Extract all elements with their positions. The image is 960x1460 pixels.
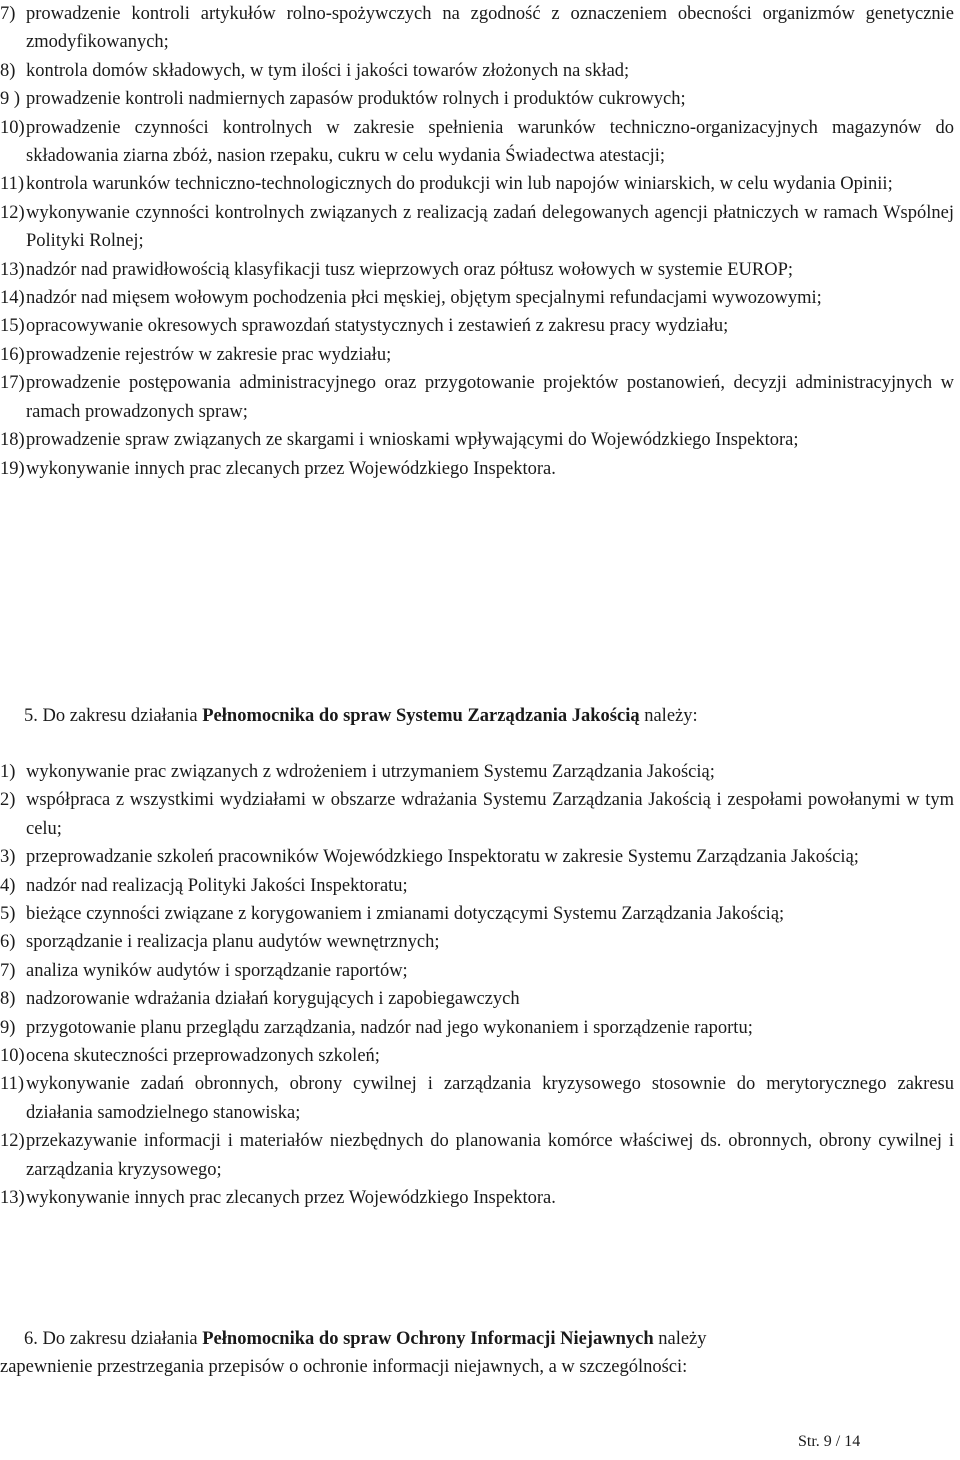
item-number: 11) xyxy=(0,174,24,195)
list-item xyxy=(0,341,954,369)
list-item xyxy=(0,369,954,426)
item-text: prowadzenie spraw związanych ze skargami i wnioskami wpływającymi do Wojewódzkiego Inspektora; xyxy=(26,430,799,451)
item-number: 19) xyxy=(0,458,25,479)
heading-suffix: należy: xyxy=(644,706,698,726)
item-number: 15) xyxy=(0,316,25,337)
item-text: wykonywanie innych prac zlecanych przez Wojewódzkiego Inspektora. xyxy=(26,1188,556,1209)
item-text: wykonywanie prac związanych z wdrożeniem i utrzymaniem Systemu Zarządzania Jakością; xyxy=(26,762,715,782)
item-text: bieżące czynności związane z korygowaniem i zmianami dotyczącymi Systemu Zarządzania Jakością; xyxy=(26,904,785,925)
list-item xyxy=(0,199,954,256)
list-item xyxy=(0,85,954,113)
list-item xyxy=(0,0,954,57)
item-number: 7) xyxy=(0,960,16,981)
item-text: przeprowadzanie szkoleń pracowników Wojewódzkiego Inspektoratu w zakresie Systemu Zarządzania Jakością; xyxy=(26,847,859,868)
item-text: prowadzenie czynności kontrolnych w zakresie spełnienia warunków techniczno-organizacyjnych magazynów do składowania ziarna zbóż, nasion rzepaku, cukru w celu wydania Świadectwa atestacji; xyxy=(26,117,954,167)
item-text: wykonywanie innych prac zlecanych przez Wojewódzkiego Inspektora. xyxy=(26,458,556,479)
item-number: 17) xyxy=(0,373,25,394)
item-number: 14) xyxy=(0,288,25,309)
list-item xyxy=(0,57,954,85)
item-number: 8) xyxy=(0,989,16,1010)
item-text: kontrola warunków techniczno-technologicznych do produkcji win lub napojów winiarskich, w celu wydania Opinii; xyxy=(26,174,893,195)
item-text: nadzorowanie wdrażania działań korygujących i zapobiegawczych xyxy=(26,989,520,1010)
item-number: 12) xyxy=(0,1131,25,1152)
section-number: 5. xyxy=(24,706,38,726)
item-number: 5) xyxy=(0,904,16,925)
item-text: sporządzanie i realizacja planu audytów wewnętrznych; xyxy=(26,932,440,953)
section-4-task-list xyxy=(0,0,954,483)
heading-role-name: Pełnomocnika do spraw Ochrony Informacji Niejawnych xyxy=(202,1329,654,1349)
list-item xyxy=(0,312,954,340)
list-item xyxy=(0,1184,954,1212)
item-text: współpraca z wszystkimi wydziałami w obszarze wdrażania Systemu Zarządzania Jakością i zespołami powołanymi w tym celu; xyxy=(26,790,954,839)
item-number: 1) xyxy=(0,762,16,782)
list-item xyxy=(0,455,954,483)
list-item xyxy=(0,786,954,843)
item-text: wykonywanie zadań obronnych, obrony cywilnej i zarządzania kryzysowego stosownie do merytorycznego zakresu działania samodzielnego stanowiska; xyxy=(26,1074,954,1123)
list-item xyxy=(0,900,954,928)
item-text: przygotowanie planu przeglądu zarządzania, nadzór nad jego wykonaniem i sporządzenie raportu; xyxy=(26,1017,753,1038)
item-number: 6) xyxy=(0,932,16,953)
item-text: wykonywanie czynności kontrolnych związanych z realizacją zadań delegowanych agencji płatniczych w ramach Wspólnej Polityki Rolnej; xyxy=(26,202,954,252)
item-text: nadzór nad mięsem wołowym pochodzenia płci męskiej, objętym specjalnymi refundacjami wywozowymi; xyxy=(26,288,822,309)
item-number: 11) xyxy=(0,1074,24,1095)
item-number: 13) xyxy=(0,1188,25,1209)
heading-prefix: Do zakresu działania xyxy=(42,1329,198,1349)
item-number: 18) xyxy=(0,430,25,451)
item-text: nadzór nad prawidłowością klasyfikacji tusz wieprzowych oraz półtusz wołowych w systemie EUROP; xyxy=(26,259,794,280)
list-item xyxy=(0,114,954,171)
list-item xyxy=(0,928,954,956)
item-number: 3) xyxy=(0,847,16,868)
item-number: 16) xyxy=(0,344,25,365)
item-number: 13) xyxy=(0,259,25,280)
list-item xyxy=(0,1042,954,1070)
page-number: Str. 9 / 14 xyxy=(798,1433,861,1450)
item-number: 2) xyxy=(0,790,16,811)
item-number: 9) xyxy=(0,1017,16,1038)
section-5-heading xyxy=(24,702,698,730)
list-item xyxy=(0,758,954,786)
item-number: 10) xyxy=(0,1046,25,1067)
item-number: 10) xyxy=(0,117,25,138)
item-text: nadzór nad realizacją Polityki Jakości Inspektoratu; xyxy=(26,875,408,896)
list-item xyxy=(0,1014,954,1042)
item-number: 4) xyxy=(0,875,16,896)
list-item xyxy=(0,1127,954,1184)
section-6-heading xyxy=(0,1325,954,1382)
item-text: opracowywanie okresowych sprawozdań statystycznych i zestawień z zakresu pracy wydziału; xyxy=(26,316,729,337)
item-text: prowadzenie kontroli nadmiernych zapasów produktów rolnych i produktów cukrowych; xyxy=(26,89,686,110)
item-number: 7) xyxy=(0,4,16,24)
item-text: przekazywanie informacji i materiałów niezbędnych do planowania komórce właściwej ds. obronnych, obrony cywilnej i zarządzania kryzysowego; xyxy=(26,1131,954,1180)
list-item xyxy=(0,170,954,198)
list-item xyxy=(0,843,954,871)
item-text: analiza wyników audytów i sporządzanie raportów; xyxy=(26,960,408,981)
section-5-task-list xyxy=(0,758,954,1213)
item-number: 8) xyxy=(0,60,16,81)
heading-suffix: należy xyxy=(658,1329,707,1349)
heading-line xyxy=(0,1325,954,1353)
heading-continuation: zapewnienie przestrzegania przepisów o ochronie informacji niejawnych, a w szczególności: xyxy=(0,1357,688,1378)
item-text: prowadzenie postępowania administracyjnego oraz przygotowanie projektów postanowień, decyzji administracyjnych w ramach prowadzonych spraw; xyxy=(26,373,954,422)
item-number: 9 ) xyxy=(0,89,21,110)
list-item xyxy=(0,256,954,284)
list-item xyxy=(0,284,954,312)
item-text: prowadzenie kontroli artykułów rolno-spożywczych na zgodność z oznaczeniem obecności organizmów genetycznie zmodyfikowanych; xyxy=(26,4,954,53)
item-text: ocena skuteczności przeprowadzonych szkoleń; xyxy=(26,1046,380,1067)
list-item xyxy=(0,426,954,454)
section-number: 6. xyxy=(24,1329,38,1349)
list-item xyxy=(0,1070,954,1127)
item-number: 12) xyxy=(0,202,25,223)
heading-role-name: Pełnomocnika do spraw Systemu Zarządzania Jakością xyxy=(202,706,640,726)
item-text: kontrola domów składowych, w tym ilości i jakości towarów złożonych na skład; xyxy=(26,60,630,81)
heading-prefix: Do zakresu działania xyxy=(42,706,198,726)
list-item xyxy=(0,985,954,1013)
item-text: prowadzenie rejestrów w zakresie prac wydziału; xyxy=(26,344,392,365)
list-item xyxy=(0,872,954,900)
list-item xyxy=(0,957,954,985)
